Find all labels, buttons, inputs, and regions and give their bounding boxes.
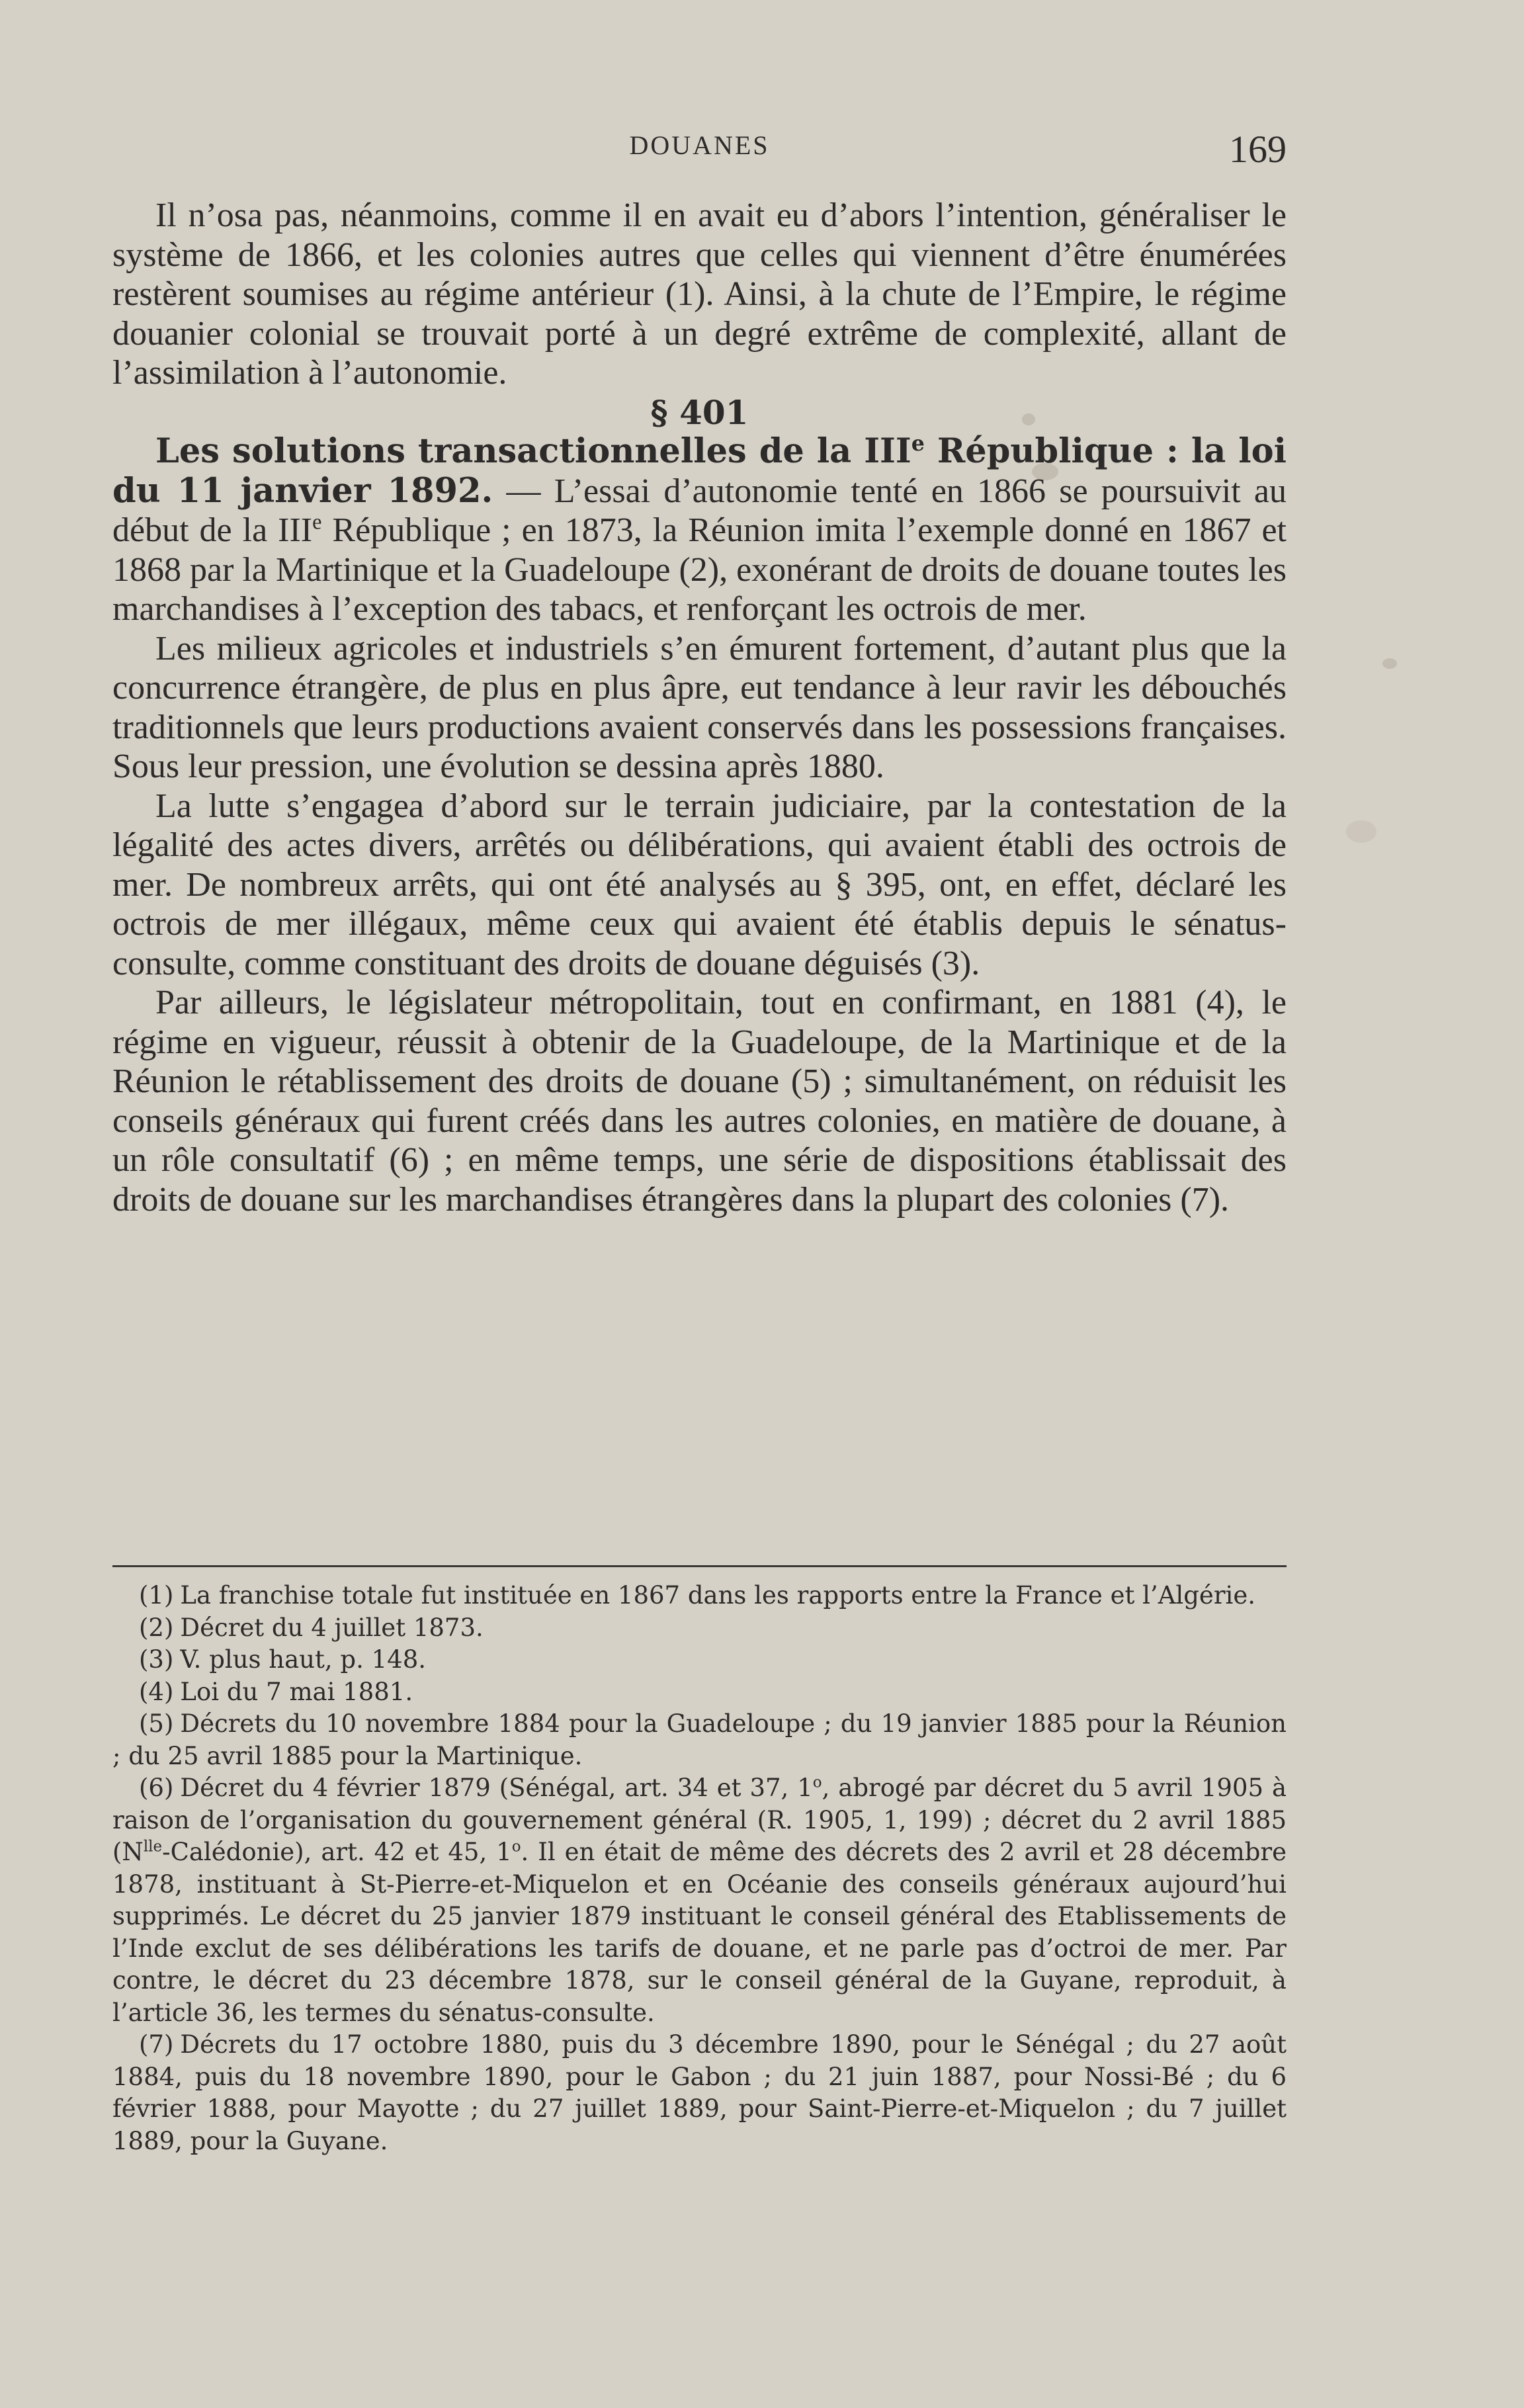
paragraph-1: Il n’osa pas, néanmoins, comme il en avait eu d’abors l’intention, généraliser le système de 1866, et les colonies autres que celles qui viennent d’être énumérées restèrent soumises au régime antérieur (1). Ainsi, à la chute de l’Empire, le régime douanier colonial se trouvait porté à un degré extrême de complexité, allant de l’assimilation à l’autonomie. — [112, 196, 1287, 392]
footnote-7: (7) Décrets du 17 octobre 1880, puis du 3 décembre 1890, pour le Sénégal ; du 27 août 1884, puis du 18 novembre 1890, pour le Gabon ; du 21 juin 1887, pour Nossi-Bé ; du 6 février 1888, pour Mayotte ; du 27 juillet 1889, pour Saint-Pierre-et-Miquelon ; du 7 juillet 1889, pour la Guyane. — [112, 2030, 1287, 2155]
footnote-1: (1) La franchise totale fut instituée en 1867 dans les rapports entre la France et l’Algérie. — [139, 1581, 1256, 1610]
paragraph-2: Les solutions transactionnelles de la IIIe République : la loi du 11 janvier 1892. — L’essai d’autonomie tenté en 1866 se poursuivit au début de la IIIe République ; en 1873, la Réunion imita l’exemple donné en 1867 et 1868 par la Martinique et la Guadeloupe (2), exonérant de droits de douane toutes les marchandises à l’exception des tabacs, et renforçant les octrois de mer. — [112, 431, 1287, 628]
paper-spot — [1346, 820, 1376, 843]
footnotes — [112, 1580, 1287, 2157]
footnote-4: (4) Loi du 7 mai 1881. — [139, 1677, 413, 1706]
paragraph-4: La lutte s’engagea d’abord sur le terrain judiciaire, par la contestation de la légalité des actes divers, arrêtés ou délibérations, qui avaient établi des octrois de mer. De nombreux arrêts, qui ont été analysés au § 395, ont, en effet, déclaré les octrois de mer illégaux, même ceux qui avaient été établis depuis le sénatus-consulte, comme constituant des droits de douane déguisés (3). — [112, 787, 1287, 982]
main-text — [112, 196, 1287, 1219]
footnote-6: (6) Décret du 4 février 1879 (Sénégal, art. 34 et 37, 1$^o$, abrogé par décret du 5 avril 1905 à raison de l’organisation du gouvernement général (R. 1905, 1, 199) ; décret du 2 avril 1885 $(N^{lle}-Calédonie)$, art. 42 et 45, 1$^o$. Il en était de même des décrets des 2 avril et 28 décembre 1878, instituant à St-Pierre-et-Miquelon et en Océanie des conseils généraux aujourd’hui supprimés. Le décret du 25 janvier 1879 instituant le conseil général des Etablissements de l’Inde exclut de ses délibérations les tarifs de douane, et ne parle pas d’octroi de mer. Par contre, le décret du 23 décembre 1878, sur le conseil général de la Guyane, reproduit, à l’article 36, les termes du sénatus-consulte. — [112, 1774, 1287, 2027]
separator-rule — [112, 1565, 628, 1567]
footnote-separator — [112, 1565, 1287, 1568]
separator-rule — [628, 1565, 1287, 1567]
paragraph-5: Par ailleurs, le législateur métropolitain, tout en confirmant, en 1881 (4), le régime en vigueur, réussit à obtenir de la Guadeloupe, de la Martinique et de la Réunion le rétablissement des droits de douane (5) ; simultanément, on réduisit les conseils généraux qui furent créés dans les autres colonies, en matière de douane, à un rôle consultatif (6) ; en même temps, une série de dispositions établissait des droits de douane sur les marchandises étrangères dans la plupart des colonies (7). — [112, 984, 1287, 1219]
footnote-3: (3) V. plus haut, p. 148. — [139, 1645, 426, 1674]
footnote-5: (5) Décrets du 10 novembre 1884 pour la Guadeloupe ; du 19 janvier 1885 pour la Réunion ; du 25 avril 1885 pour la Martinique. — [112, 1709, 1287, 1770]
paper-spot — [1382, 658, 1397, 669]
section-title: Les solutions transactionnelles de la IIIe République : la loi du 11 janvier 1892. — [112, 431, 1287, 511]
page-header — [112, 127, 1287, 169]
paragraph-3: Les milieux agricoles et industriels s’en émurent fortement, d’autant plus que la concurrence étrangère, de plus en plus âpre, eut tendance à leur ravir les débouchés traditionnels que leurs productions avaient conservés dans les possessions françaises. Sous leur pression, une évolution se dessina après 1880. — [112, 629, 1287, 785]
page-number: 169 — [1229, 128, 1287, 171]
footnote-2: (2) Décret du 4 juillet 1873. — [139, 1613, 484, 1642]
running-title: DOUANES — [629, 130, 770, 160]
section-number: § 401 — [650, 392, 749, 432]
